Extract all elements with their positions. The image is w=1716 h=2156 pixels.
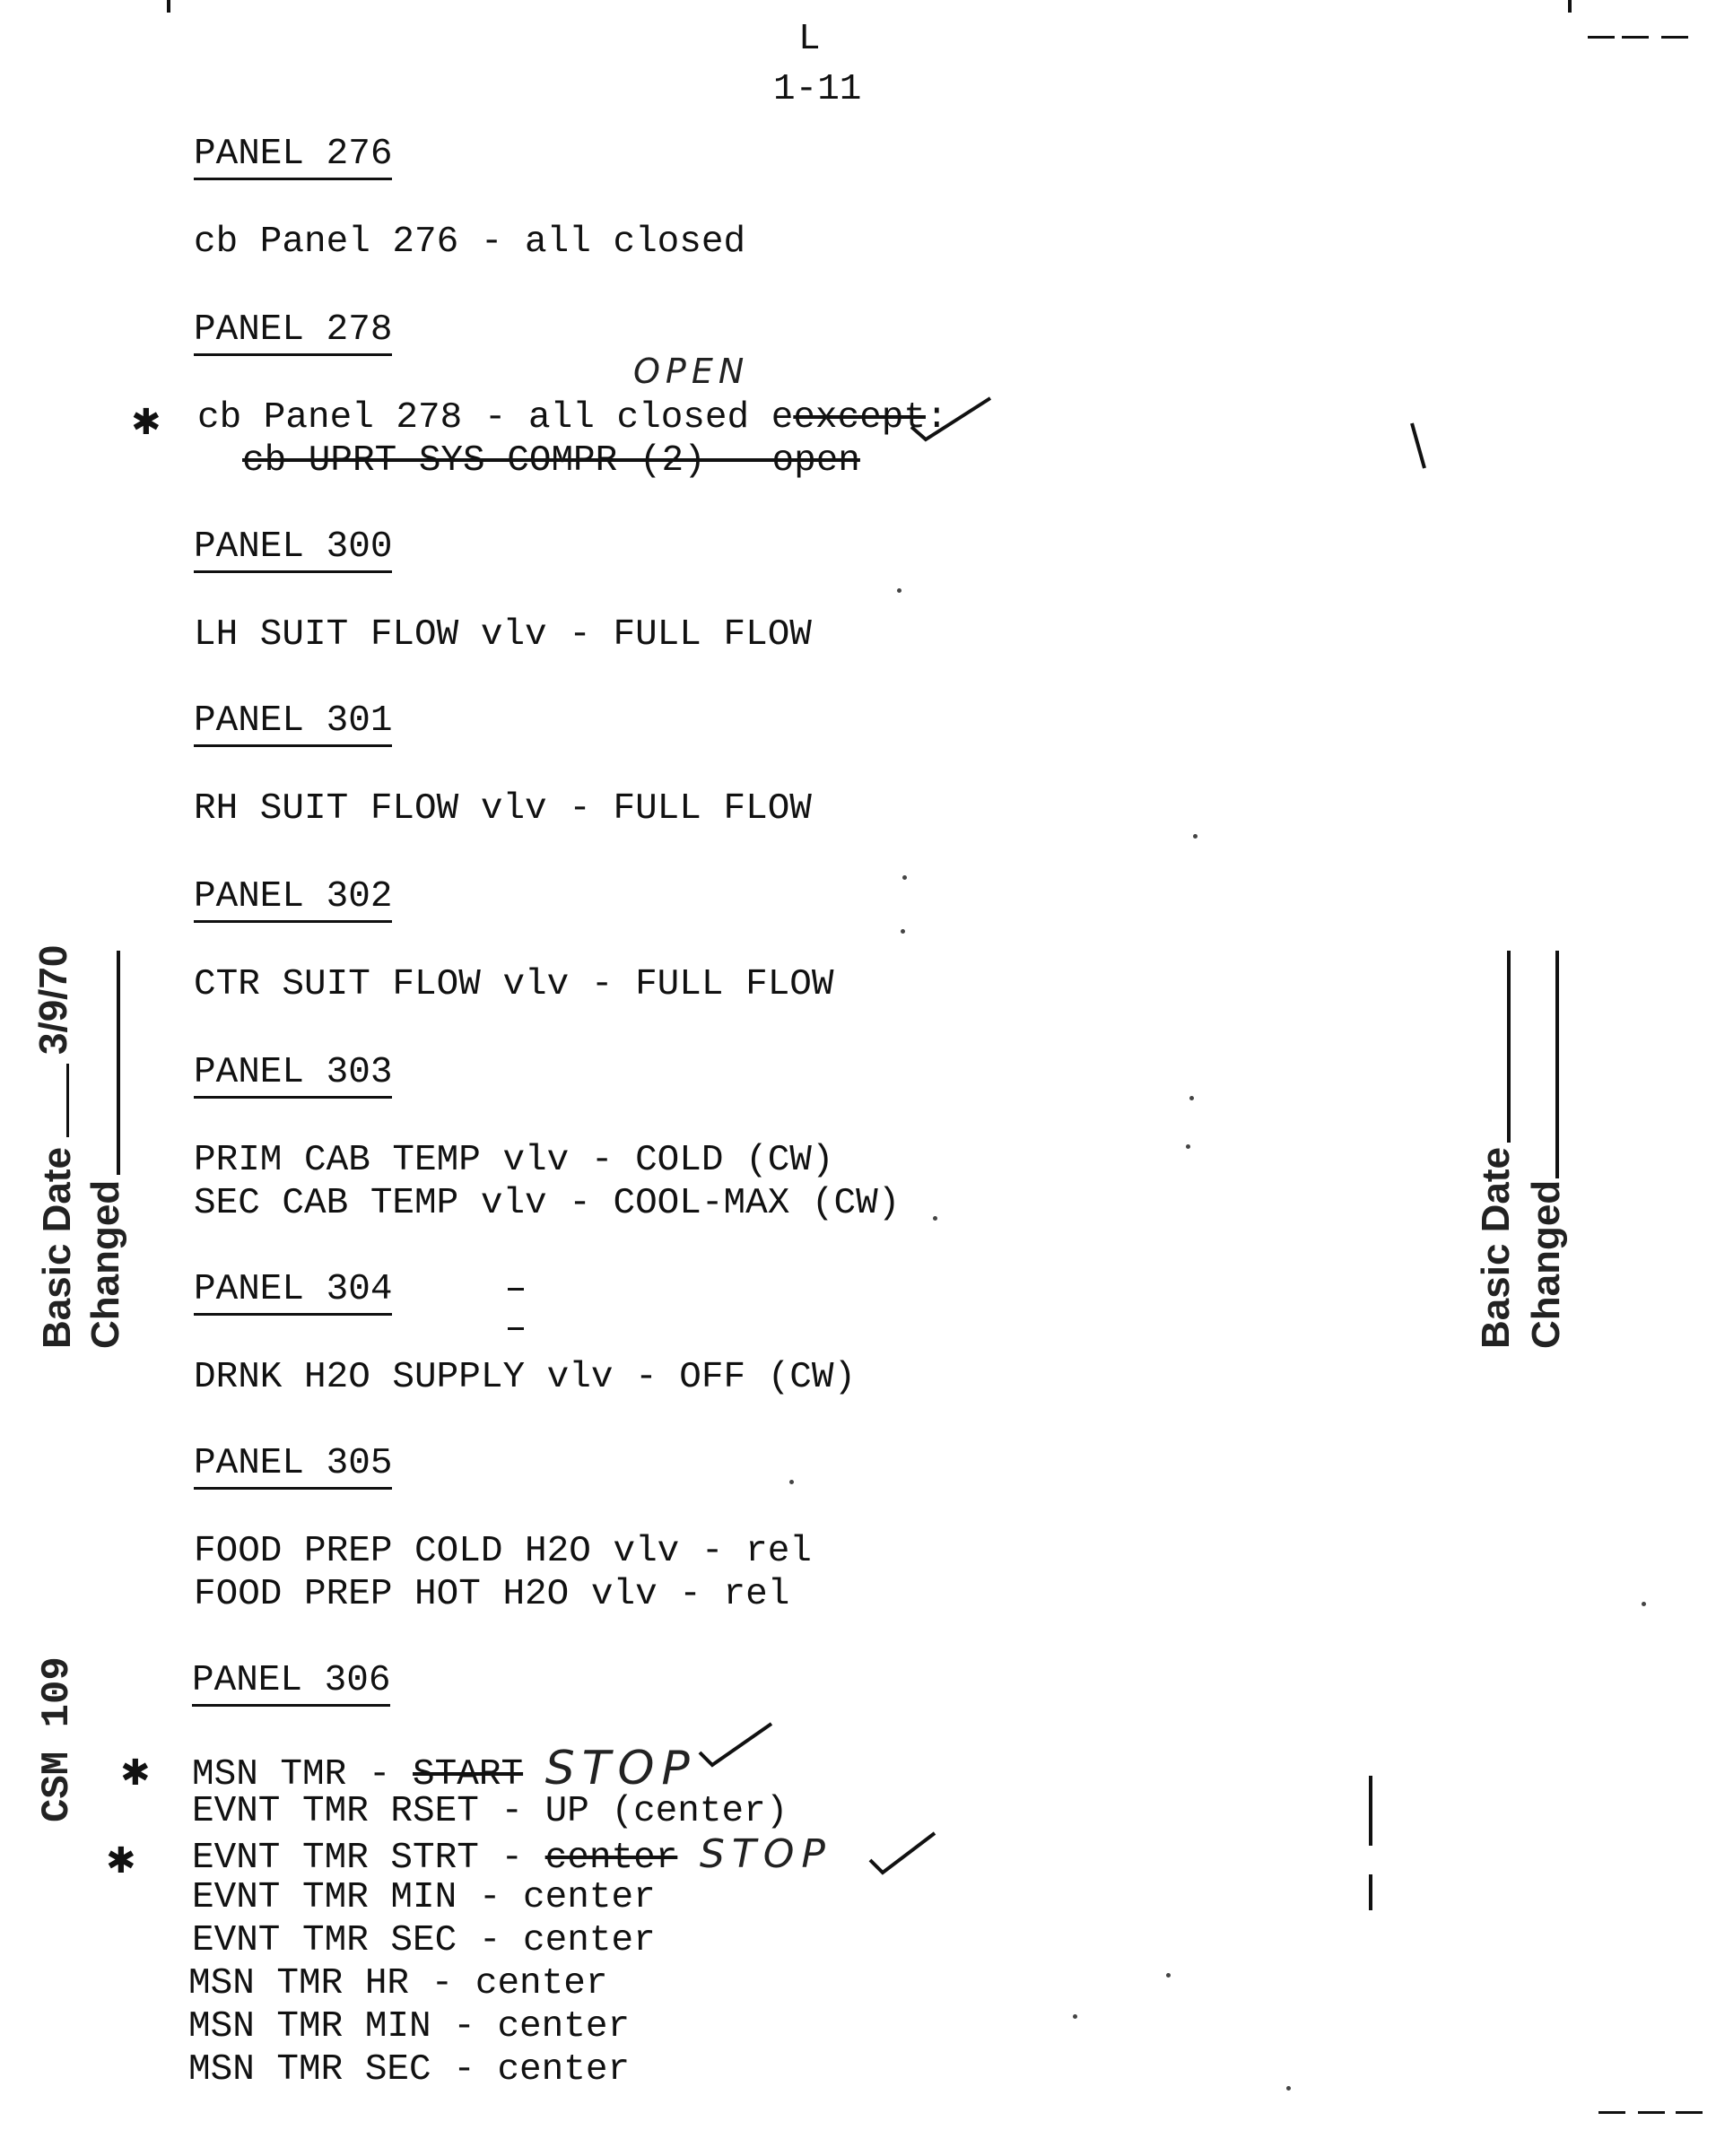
panel-278-line: cb Panel 278 - all closed eexcept: xyxy=(197,397,948,439)
struck-start: START xyxy=(413,1754,524,1795)
speck xyxy=(1286,2086,1291,2091)
struck-except: except xyxy=(793,397,926,439)
panel-title-306: PANEL 306 xyxy=(192,1659,390,1707)
panel-305-line-2: FOOD PREP HOT H2O vlv - rel xyxy=(194,1574,790,1615)
check-mark-icon xyxy=(694,1718,775,1772)
struck-center: center xyxy=(544,1838,678,1879)
corner-dash xyxy=(1622,36,1649,39)
panel-305-line-1: FOOD PREP COLD H2O vlv - rel xyxy=(194,1531,812,1572)
corner-dash xyxy=(1661,36,1688,39)
struck-cb-uprt-line: cb UPRT SYS COMPR (2) - open xyxy=(242,440,860,482)
speck xyxy=(1073,2014,1077,2019)
evnt-tmr-strt-line: EVNT TMR STRT - center STOP xyxy=(192,1831,832,1879)
panel-title-302: PANEL 302 xyxy=(194,875,392,923)
speck xyxy=(902,875,907,880)
right-changed-label: Changed xyxy=(1524,1179,1568,1349)
margin-star-icon: ✱ xyxy=(106,1840,136,1882)
left-basic-date-label: Basic Date xyxy=(35,1146,79,1349)
handwritten-open: OPEN xyxy=(633,352,750,391)
margin-star-icon: ✱ xyxy=(131,402,161,443)
csm-label: CSM 109 xyxy=(35,1656,80,1822)
handwritten-stop: STOP xyxy=(544,1742,697,1795)
panel-304-line: DRNK H2O SUPPLY vlv - OFF (CW) xyxy=(194,1357,857,1398)
right-changed-underline xyxy=(1555,951,1559,1178)
panel-title-276: PANEL 276 xyxy=(194,133,392,180)
panel-303-line-1: PRIM CAB TEMP vlv - COLD (CW) xyxy=(194,1140,834,1181)
margin-star-icon: ✱ xyxy=(120,1752,151,1794)
evnt-tmr-min-line: EVNT TMR MIN - center xyxy=(192,1877,656,1918)
panel-303-line-2: SEC CAB TEMP vlv - COOL-MAX (CW) xyxy=(194,1183,901,1224)
speck xyxy=(1189,1096,1194,1100)
stray-dash xyxy=(508,1327,524,1330)
panel-276-line: cb Panel 276 - all closed xyxy=(194,222,746,263)
panel-title-305: PANEL 305 xyxy=(194,1442,392,1490)
changed-underline xyxy=(117,951,120,1175)
closed-word: closed xyxy=(616,397,750,439)
speck xyxy=(1193,834,1198,839)
corner-dash xyxy=(1588,36,1615,39)
left-basic-date-value: 3/9/70 xyxy=(31,944,75,1055)
check-mark-icon xyxy=(906,393,996,447)
change-bar xyxy=(1369,1776,1372,1846)
msn-tmr-hr-line: MSN TMR HR - center xyxy=(188,1963,608,2004)
page-number: 1-11 xyxy=(773,69,862,110)
msn-tmr-min-line: MSN TMR MIN - center xyxy=(188,2006,631,2047)
speck xyxy=(933,1216,937,1221)
panel-title-304: PANEL 304 xyxy=(194,1268,392,1316)
panel-title-300: PANEL 300 xyxy=(194,526,392,573)
corner-tick xyxy=(167,0,170,13)
check-mark-icon xyxy=(867,1830,938,1880)
page-letter: L xyxy=(798,19,821,60)
evnt-tmr-sec-line: EVNT TMR SEC - center xyxy=(192,1920,656,1961)
panel-300-line: LH SUIT FLOW vlv - FULL FLOW xyxy=(194,614,812,656)
date-underline xyxy=(66,1064,69,1137)
speck xyxy=(1166,1973,1171,1978)
stray-mark xyxy=(1408,422,1430,472)
speck xyxy=(897,588,902,593)
corner-dash xyxy=(1598,2111,1625,2114)
msn-tmr-sec-line: MSN TMR SEC - center xyxy=(188,2049,631,2091)
right-date-underline xyxy=(1507,951,1511,1143)
panel-301-line: RH SUIT FLOW vlv - FULL FLOW xyxy=(194,788,812,830)
left-changed-label: Changed xyxy=(83,1179,127,1349)
handwritten-stop: STOP xyxy=(699,1831,832,1877)
right-basic-date-label: Basic Date xyxy=(1474,1146,1518,1349)
speck xyxy=(1642,1602,1646,1606)
panel-title-278: PANEL 278 xyxy=(194,309,392,356)
msn-tmr-line: MSN TMR - START STOP xyxy=(192,1742,697,1795)
speck xyxy=(789,1480,794,1484)
corner-tick xyxy=(1568,0,1572,13)
change-bar xyxy=(1369,1874,1372,1910)
panel-302-line: CTR SUIT FLOW vlv - FULL FLOW xyxy=(194,964,834,1005)
speck xyxy=(901,929,905,934)
corner-dash xyxy=(1638,2111,1665,2114)
corner-dash xyxy=(1676,2111,1703,2114)
speck xyxy=(1186,1144,1190,1149)
panel-title-301: PANEL 301 xyxy=(194,700,392,747)
panel-title-303: PANEL 303 xyxy=(194,1051,392,1099)
evnt-tmr-rset-line: EVNT TMR RSET - UP (center) xyxy=(192,1791,788,1832)
stray-dash xyxy=(508,1288,524,1291)
